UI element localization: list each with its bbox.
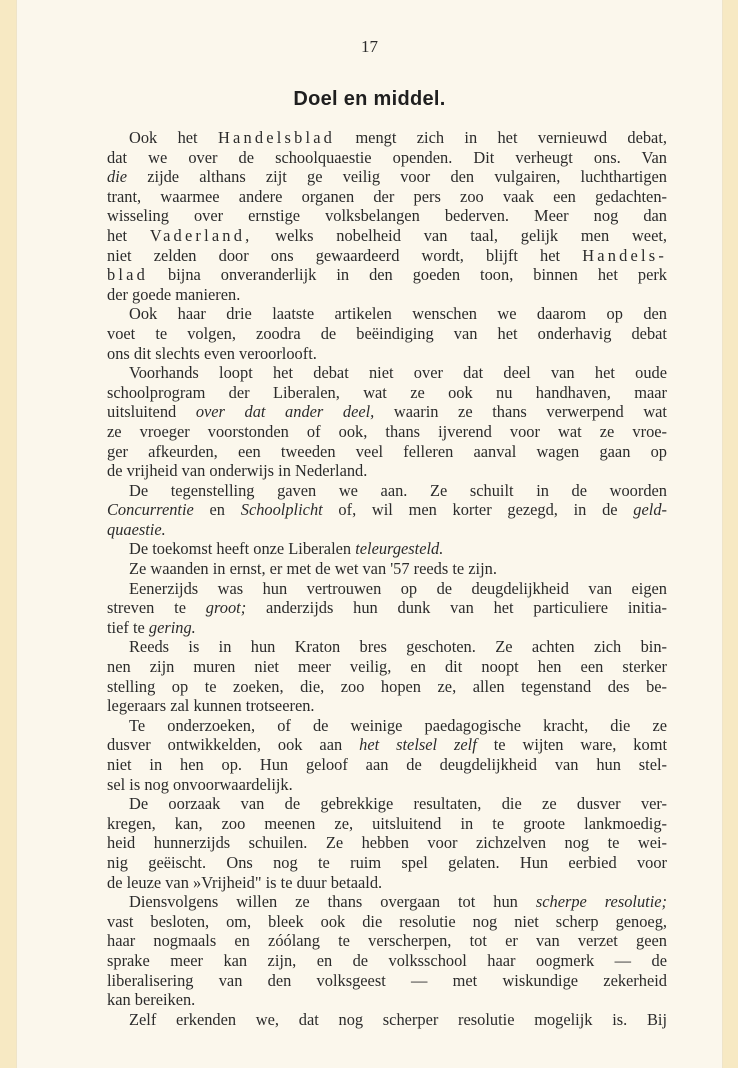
text-line: ons dit slechts even veroorlooft. — [107, 343, 317, 363]
text-line: Voorhands loopt het debat niet over dat deel van het oude — [129, 363, 667, 383]
text-line: De tegenstelling gaven we aan. Ze schuilt in de woorden — [129, 480, 667, 500]
text-line: Eenerzijds was hun vertrouwen op de deugdelijkheid van eigen — [129, 578, 667, 598]
text-line: sprake meer kan zijn, en de volksschool haar oogmerk — de — [107, 950, 667, 970]
text-line: Concurrentie en Schoolplicht of, wil men korter gezegd, in de geld- — [107, 500, 667, 520]
text-line: tief te gering. — [107, 617, 196, 637]
chapter-heading: Doel en middel. — [293, 88, 446, 110]
text-line: schoolprogram der Liberalen, wat ze ook nu handhaven, maar — [107, 382, 667, 402]
text-line: blad bijna onveranderlijk in den goeden toon, binnen het perk — [107, 265, 667, 285]
text-line: Reeds is in hun Kraton bres geschoten. Ze achten zich bin- — [129, 637, 667, 657]
text-line: kregen, kan, zoo meenen ze, uitsluitend in te groote lankmoedig- — [107, 813, 667, 833]
text-line: De toekomst heeft onze Liberalen teleurgesteld. — [129, 539, 444, 559]
text-line: Zelf erkenden we, dat nog scherper resolutie mogelijk is. Bij — [129, 1009, 667, 1029]
text-line: stelling op te zoeken, die, zoo hopen ze, allen tegenstand des be- — [107, 676, 667, 696]
text-line: legeraars zal kunnen trotseeren. — [107, 696, 315, 716]
text-line: kan bereiken. — [107, 990, 196, 1010]
page-number: 17 — [361, 37, 378, 56]
text-line: haar nogmaals en zóólang te verscherpen, tot er van verzet geen — [107, 931, 667, 951]
body-text — [107, 128, 667, 1029]
text-line: liberalisering van den volksgeest — met wiskundige zekerheid — [107, 970, 667, 990]
text-line: vast besloten, om, bleek ook die resolutie nog niet scherp genoeg, — [107, 911, 667, 931]
text-line: trant, waarmee andere organen der pers zoo vaak een gedachten- — [107, 186, 667, 206]
text-line: Ook haar drie laatste artikelen wenschen we daarom op den — [129, 304, 667, 324]
text-line: die zijde althans zijt ge veilig voor den vulgairen, luchthartigen — [107, 167, 667, 187]
text-line: streven te groot; anderzijds hun dunk van het particuliere initia- — [107, 598, 667, 618]
text-line: nen zijn muren niet meer veilig, en dit noopt hen een sterker — [107, 657, 667, 677]
text-line: dat we over de schoolquaestie openden. Dit verheugt ons. Van — [107, 147, 667, 167]
text-line: De oorzaak van de gebrekkige resultaten, die ze dusver ver- — [129, 794, 667, 814]
text-line: niet zelden door ons gewaardeerd wordt, blijft het Handels- — [107, 245, 667, 265]
text-line: quaestie. — [107, 519, 166, 539]
text-line: Ze waanden in ernst, er met de wet van '57 reeds te zijn. — [129, 559, 497, 579]
text-line: Te onderzoeken, of de weinige paedagogische kracht, die ze — [129, 715, 667, 735]
text-line: het Vaderland, welks nobelheid van taal, gelijk men weet, — [107, 225, 668, 245]
text-line: heid hunnerzijds schuilen. Ze hebben voor zichzelven nog te wei- — [107, 833, 667, 853]
text-line: nig geëischt. Ons nog te ruim spel gelaten. Hun eerbied voor — [107, 852, 667, 872]
text-line: der goede manieren. — [107, 284, 241, 304]
text-line: sel is nog onvoorwaardelijk. — [107, 774, 293, 794]
text-line: niet in hen op. Hun geloof aan de deugdelijkheid van hun stel- — [107, 755, 667, 774]
text-line: wisseling over ernstige volksbelangen bederven. Meer nog dan — [107, 206, 667, 226]
text-line: Diensvolgens willen ze thans overgaan tot hun scherpe resolutie; — [129, 892, 667, 912]
text-line: de vrijheid van onderwijs in Nederland. — [107, 461, 368, 481]
text-line: Ook het Handelsblad mengt zich in het vernieuwd debat, — [129, 128, 667, 147]
text-line: ze vroeger voorstonden of ook, thans ijverend voor wat ze vroe- — [107, 421, 667, 441]
text-line: ger afkeurden, een tweeden veel felleren aanval wagen gaan op — [107, 441, 667, 461]
book-page — [17, 0, 722, 1068]
text-line: voet te volgen, zoodra de beëindiging van het onderhavig debat — [107, 323, 667, 343]
text-line: dusver ontwikkelden, ook aan het stelsel zelf te wijten ware, komt — [107, 735, 667, 755]
text-line: de leuze van »Vrijheid" is te duur betaald. — [107, 872, 383, 892]
text-line: uitsluitend over dat ander deel, waarin ze thans verwerpend wat — [107, 402, 667, 422]
